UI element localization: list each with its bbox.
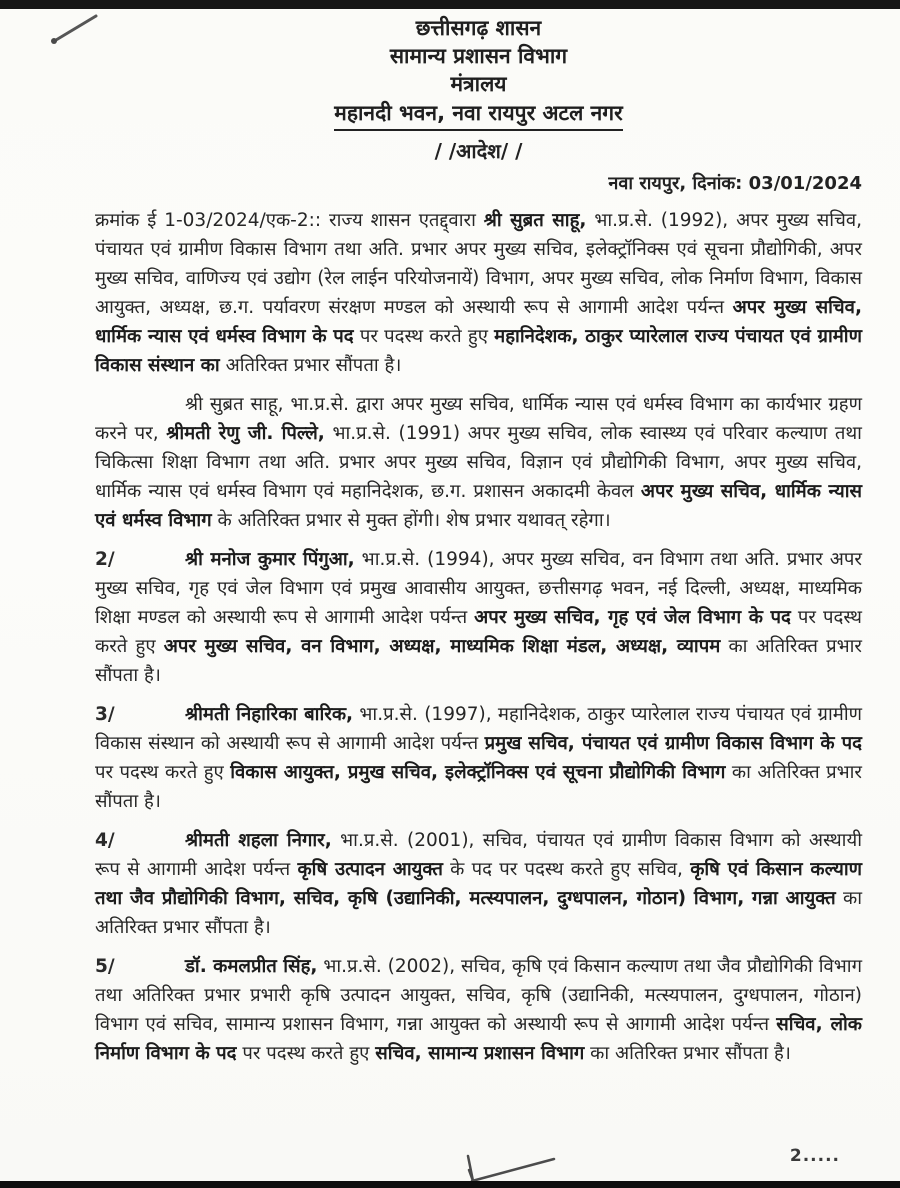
emphasized-text: सचिव, लोक निर्माण विभाग के पद: [95, 1014, 862, 1064]
body-text: भा.प्र.से. (1991) अपर मुख्य सचिव, लोक स्वास्थ्य एवं परिवार कल्याण तथा चिकित्सा शिक्षा विभाग तथा अति. प्रभार अपर मुख्य सचिव, विज्ञान एवं प्रौद्योगिकी विभाग, अपर मुख्य सचिव, धार्मिक न्यास एवं धर्मस्व विभाग एवं महानिदेशक, छ.ग. प्रशासन अकादमी केवल: [95, 423, 862, 502]
body-text: भा.प्र.से. (1992), अपर मुख्य सचिव, पंचायत एवं ग्रामीण विकास विभाग तथा अति. प्रभार अपर मुख्य सचिव, इलेक्ट्रॉनिक्स एवं सूचना प्रौद्योगिकी, अपर मुख्य सचिव, वाणिज्य एवं उद्योग (रेल लाईन परियोजनायें) विभाग, अपर मुख्य सचिव, लोक निर्माण विभाग, विकास आयुक्त, अध्यक्ष, छ.ग. पर्यावरण संरक्षण मण्डल को अस्थायी रूप से आगामी आदेश पर्यन्त: [95, 210, 862, 318]
body-text: पर पदस्थ करते हुए: [236, 1043, 376, 1064]
body-text: अतिरिक्त प्रभार सौंपता है।: [219, 355, 402, 376]
emphasized-text: सचिव, सामान्य प्रशासन विभाग: [375, 1043, 585, 1064]
body-text: भा.प्र.से. (2002), सचिव, कृषि एवं किसान कल्याण तथा जैव प्रौद्योगिकी विभाग तथा अतिरिक्त प्रभार प्रभारी कृषि उत्पादन आयुक्त, सचिव, कृषि (उद्यानिकी, मत्स्यपालन, दुग्धपालन, गोठान) विभाग एवं सचिव, सामान्य प्रशासन विभाग, गन्ना आयुक्त को अस्थायी रूप से आगामी आदेश पर्यन्त: [95, 956, 862, 1035]
emphasized-text: डॉ. कमलप्रीत सिंह,: [185, 956, 318, 977]
emphasized-text: अपर मुख्य सचिव, धार्मिक न्यास एवं धर्मस्व विभाग के पद: [95, 297, 862, 347]
order-item-number: 5/: [95, 956, 115, 977]
header-ministry: मंत्रालय: [450, 72, 507, 96]
body-text: पर पदस्थ करते हुए: [95, 762, 231, 783]
body-text: श्री सुब्रत साहू, भा.प्र.से. द्वारा अपर मुख्य सचिव, धार्मिक न्यास एवं धर्मस्व विभाग का कार्यभार ग्रहण करने पर,: [95, 394, 862, 444]
header-department-name: सामान्य प्रशासन विभाग: [389, 44, 568, 68]
order-body: [95, 206, 862, 1068]
body-text: क्रमांक ई 1-03/2024/एक-2:: राज्य शासन एतद्द्वारा: [95, 210, 484, 231]
order-paragraph: [95, 390, 862, 535]
body-text: के पद पर पदस्थ करते हुए सचिव,: [442, 859, 691, 880]
order-item-number: 4/: [95, 830, 115, 851]
body-text: का अतिरिक्त प्रभार सौंपता है।: [95, 762, 862, 812]
document-header: [95, 14, 862, 131]
body-text: का अतिरिक्त प्रभार सौंपता है।: [584, 1043, 791, 1064]
body-text: पर पदस्थ करते हुए: [95, 607, 862, 657]
body-text: पर पदस्थ करते हुए: [353, 326, 495, 347]
emphasized-text: श्रीमती निहारिका बारिक,: [185, 704, 354, 725]
order-title: / /आदेश/ /: [434, 139, 523, 163]
order-item-paragraph: [95, 700, 862, 816]
scan-edge-bar-top: [0, 0, 900, 9]
emphasized-text: अपर मुख्य सचिव, गृह एवं जेल विभाग के पद: [474, 607, 791, 628]
emphasized-text: कृषि एवं किसान कल्याण तथा जैव प्रौद्योगिकी विभाग, सचिव, कृषि (उद्यानिकी, मत्स्यपालन, दुग्धपालन, गोठान) विभाग, गन्ना आयुक्त: [95, 859, 862, 909]
body-text: का अतिरिक्त प्रभार सौंपता है।: [95, 888, 862, 938]
emphasized-text: श्रीमती शहला निगार,: [185, 830, 332, 851]
emphasized-text: विकास आयुक्त, प्रमुख सचिव, इलेक्ट्रॉनिक्स एवं सूचना प्रौद्योगिकी विभाग: [230, 762, 726, 783]
body-text: भा.प्र.से. (2001), सचिव, पंचायत एवं ग्रामीण विकास विभाग को अस्थायी रूप से आगामी आदेश पर्यन्त: [95, 830, 862, 880]
order-item-paragraph: [95, 826, 862, 942]
order-item-paragraph: [95, 952, 862, 1068]
body-text: का अतिरिक्त प्रभार सौंपता है।: [95, 636, 862, 686]
body-text: के अतिरिक्त प्रभार से मुक्त होंगी। शेष प्रभार यथावत् रहेगा।: [211, 510, 611, 531]
emphasized-text: अपर मुख्य सचिव, धार्मिक न्यास एवं धर्मस्व विभाग: [95, 481, 862, 531]
emphasized-text: कृषि उत्पादन आयुक्त: [297, 859, 443, 880]
order-item-number: 2/: [95, 549, 115, 570]
header-government-name: छत्तीसगढ़ शासन: [415, 16, 542, 40]
emphasized-text: महानिदेशक, ठाकुर प्यारेलाल राज्य पंचायत एवं ग्रामीण विकास संस्थान का: [95, 326, 862, 376]
body-text: भा.प्र.से. (1997), महानिदेशक, ठाकुर प्यारेलाल राज्य पंचायत एवं ग्रामीण विकास संस्थान को अस्थायी रूप से आगामी आदेश पर्यन्त: [95, 704, 862, 754]
document-content: [95, 14, 862, 1078]
emphasized-text: श्रीमती रेणु जी. पिल्ले,: [166, 423, 325, 444]
order-item-number: 3/: [95, 704, 115, 725]
emphasized-text: प्रमुख सचिव, पंचायत एवं ग्रामीण विकास विभाग के पद: [484, 733, 862, 754]
place-and-date-line: नवा रायपुर, दिनांक: 03/01/2024: [608, 173, 862, 194]
body-text: भा.प्र.से. (1994), अपर मुख्य सचिव, वन विभाग तथा अति. प्रभार अपर मुख्य सचिव, गृह एवं जेल विभाग एवं प्रमुख आवासीय आयुक्त, छत्तीसगढ़ भवन, नई दिल्ली, अध्यक्ष, माध्यमिक शिक्षा मण्डल को अस्थायी रूप से आगामी आदेश पर्यन्त: [95, 549, 862, 628]
emphasized-text: श्री सुब्रत साहू,: [483, 210, 587, 231]
emphasized-text: अपर मुख्य सचिव, वन विभाग, अध्यक्ष, माध्यमिक शिक्षा मंडल, अध्यक्ष, व्यापम: [163, 636, 721, 657]
order-item-paragraph: [95, 545, 862, 690]
order-paragraph: [95, 206, 862, 380]
scan-edge-bar-bottom: [0, 1181, 900, 1188]
emphasized-text: श्री मनोज कुमार पिंगुआ,: [185, 549, 355, 570]
header-address: महानदी भवन, नवा रायपुर अटल नगर: [95, 98, 862, 131]
page-number: 2.....: [789, 1146, 840, 1166]
